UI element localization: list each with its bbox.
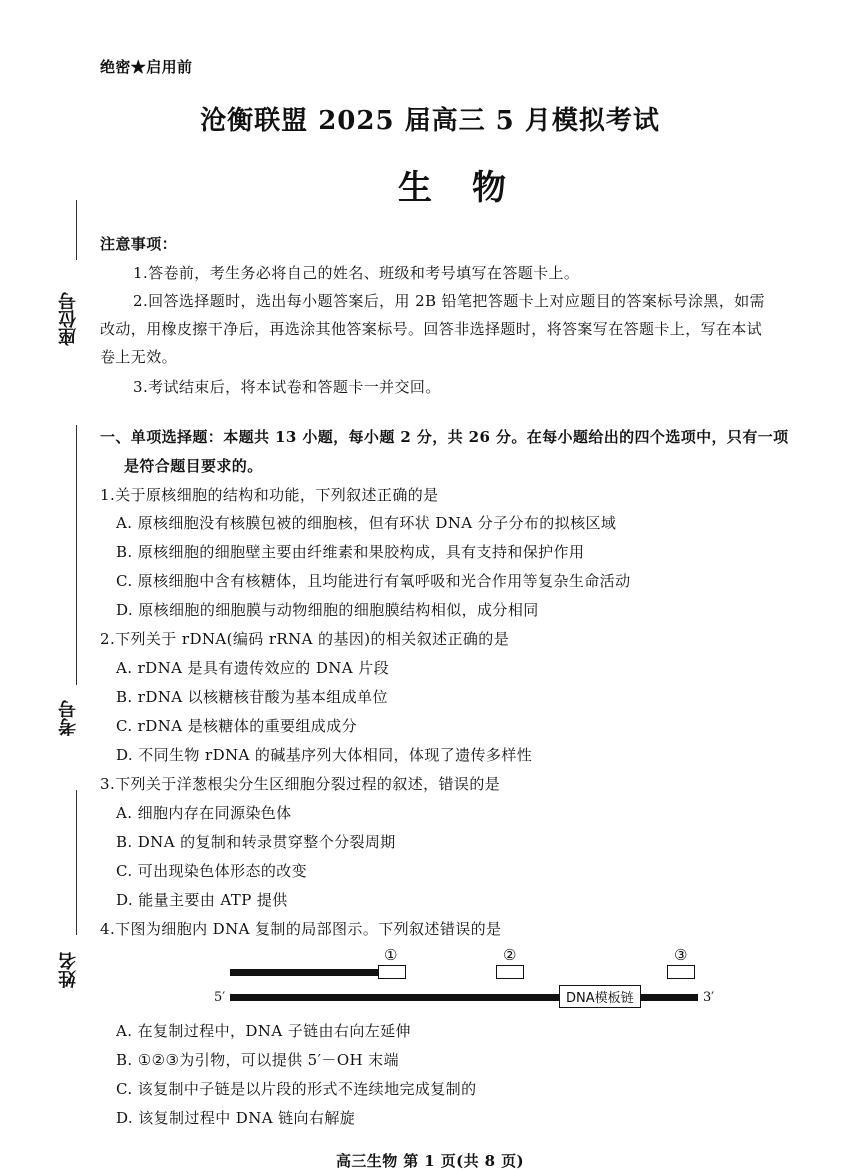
question-option: A. 在复制过程中，DNA 子链由右向左延伸: [116, 1022, 411, 1040]
label-2: ②: [503, 946, 517, 964]
subject-title: 生物: [398, 168, 546, 208]
section-heading-cont: 是符合题目要求的。: [124, 457, 263, 475]
label-1: ①: [384, 946, 398, 964]
question-option: D. 原核细胞的细胞膜与动物细胞的细胞膜结构相似，成分相同: [116, 601, 539, 619]
end-5-prime: 5′: [214, 990, 226, 1005]
notice-heading: 注意事项：: [100, 235, 178, 253]
question-option: D. 能量主要由 ATP 提供: [116, 891, 288, 909]
section-heading: 一、单项选择题：本题共 13 小题，每小题 2 分，共 26 分。在每小题给出的四个选项中，只有一项: [100, 428, 789, 446]
question-option: B. DNA 的复制和转录贯穿整个分裂周期: [116, 833, 396, 851]
question-option: C. 可出现染色体形态的改变: [116, 862, 308, 880]
end-3-prime: 3′: [703, 990, 715, 1005]
daughter-strand: [230, 969, 378, 976]
question-option: B. rDNA 以核糖核苷酸为基本组成单位: [116, 688, 388, 706]
exam-title: 沧衡联盟 2025 届高三 5 月模拟考试: [200, 106, 660, 136]
question-option: B. ①②③为引物，可以提供 5′－OH 末端: [116, 1051, 399, 1069]
seat-rule: [76, 200, 77, 260]
notice-item: 改动，用橡皮擦干净后，再选涂其他答案标号。回答非选择题时，将答案写在答题卡上，写在本试: [100, 320, 763, 338]
side-label-name: 姓名: [58, 952, 79, 988]
question-option: C. 该复制中子链是以片段的形式不连续地完成复制的: [116, 1080, 477, 1098]
notice-item: 3.考试结束后，将本试卷和答题卡一并交回。: [133, 378, 441, 396]
question-stem: 4.下图为细胞内 DNA 复制的局部图示。下列叙述错误的是: [100, 920, 502, 938]
question-stem: 1.关于原核细胞的结构和功能，下列叙述正确的是: [100, 486, 439, 504]
name-rule: [76, 790, 77, 935]
page-footer: 高三生物 第 1 页(共 8 页): [336, 1152, 524, 1170]
exam-no-rule: [76, 425, 77, 685]
question-option: C. rDNA 是核糖体的重要组成成分: [116, 717, 358, 735]
template-label: DNA模板链: [559, 985, 641, 1008]
question-option: B. 原核细胞的细胞壁主要由纤维素和果胶构成，具有支持和保护作用: [116, 543, 585, 561]
secret-note: 绝密★启用前: [100, 58, 193, 76]
question-option: A. 原核细胞没有核膜包被的细胞核，但有环状 DNA 分子分布的拟核区域: [116, 514, 617, 532]
label-3: ③: [674, 946, 688, 964]
question-option: C. 原核细胞中含有核糖体，且均能进行有氧呼吸和光合作用等复杂生命活动: [116, 572, 631, 590]
notice-item: 1.答卷前，考生务必将自己的姓名、班级和考号填写在答题卡上。: [133, 264, 580, 282]
side-label-exam-no: 考号: [58, 700, 79, 736]
primer-3: [667, 965, 695, 979]
question-stem: 2.下列关于 rDNA(编码 rRNA 的基因)的相关叙述正确的是: [100, 630, 510, 648]
side-label-seat: 座位号: [58, 292, 79, 346]
notice-item: 卷上无效。: [100, 348, 178, 366]
notice-item: 2.回答选择题时，选出每小题答案后，用 2B 铅笔把答题卡上对应题目的答案标号涂黑，如需: [133, 292, 766, 310]
question-option: A. rDNA 是具有遗传效应的 DNA 片段: [116, 659, 390, 677]
primer-1: [378, 965, 406, 979]
primer-2: [496, 965, 524, 979]
question-option: D. 该复制过程中 DNA 链向右解旋: [116, 1109, 356, 1127]
question-option: A. 细胞内存在同源染色体: [116, 804, 292, 822]
question-option: D. 不同生物 rDNA 的碱基序列大体相同，体现了遗传多样性: [116, 746, 533, 764]
question-stem: 3.下列关于洋葱根尖分生区细胞分裂过程的叙述，错误的是: [100, 775, 501, 793]
